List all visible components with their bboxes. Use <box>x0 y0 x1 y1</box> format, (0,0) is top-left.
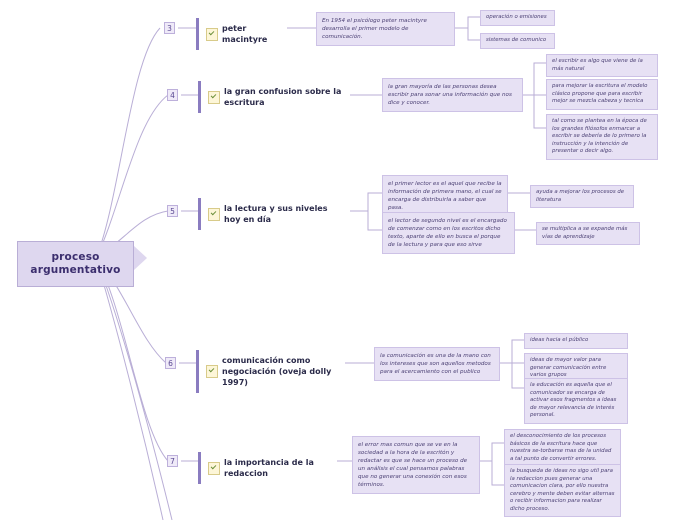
detail-box[interactable]: el lector de segundo nivel es el encargado de comenzar como en los escritos dicho texto, aparte de ello en busca el porque de la lectura y para que eso sirve <box>382 212 515 254</box>
root-arrow-icon <box>134 246 147 270</box>
note-icon <box>206 28 218 41</box>
topic-label: la importancia de la redaccion <box>224 458 314 478</box>
leaf-box[interactable]: para mejorar la escritura el modelo clásico propone que para escribir mejor se mezcla cabeza y tecnica <box>546 79 658 110</box>
branch-number-3: 3 <box>164 22 175 34</box>
topic-gran-confusion-escritura[interactable] <box>198 81 350 113</box>
branch-number-4: 4 <box>167 89 178 101</box>
leaf-box[interactable]: tal como se plantea en la época de los grandes filósofos enmarcar a escribir se debería de lo primero la instrucción y la intención de presentar o decir algo. <box>546 114 658 160</box>
note-icon <box>208 462 220 475</box>
leaf-box[interactable]: la educación es aquella que el comunicador se encarga de activar esos fragmentos a ideas de mayor relevancia de interés personal. <box>524 378 628 424</box>
root-node[interactable] <box>17 241 134 287</box>
topic-importancia-redaccion[interactable] <box>198 452 337 484</box>
leaf-box[interactable]: la busqueda de ideas no sigo util para la redaccion pues generar una comunicacion clara, por ello nuestra cerebro y mente deben evitar alternas o recibir informacion para realizar dicho proceso. <box>504 464 621 517</box>
leaf-box[interactable]: el escribir es algo que viene de la más natural <box>546 54 658 77</box>
leaf-box[interactable]: sistemas de comunico <box>480 33 555 49</box>
leaf-box[interactable]: ideas de mayor valor para generar comunicación entre varios grupos <box>524 353 628 384</box>
detail-box[interactable]: En 1954 el psicólogo peter macintyre desarrolla el primer modelo de comunicación. <box>316 12 455 46</box>
note-icon <box>206 365 218 378</box>
note-icon <box>208 208 220 221</box>
branch-number-6: 6 <box>165 357 176 369</box>
branch-number-5: 5 <box>167 205 178 217</box>
root-label: proceso argumentativo <box>30 251 121 276</box>
leaf-box[interactable]: se multiplica a se expande más vías de aprendizaje <box>536 222 640 245</box>
leaf-box[interactable]: el desconocimiento de los procesos básicos de la escritura hace que nuestra se-torbarse mas de la unidad a tal punto de convertir errores. <box>504 429 621 467</box>
topic-comunicacion-negociacion[interactable] <box>196 350 345 393</box>
detail-box[interactable]: la gran mayoría de las personas desea escribir para sonar una información que nos dice y conocer. <box>382 78 523 112</box>
topic-label: la gran confusion sobre la escritura <box>224 87 342 107</box>
topic-label: la lectura y sus niveles hoy en día <box>224 204 328 224</box>
note-icon <box>208 91 220 104</box>
leaf-box[interactable]: ayuda a mejorar los procesos de literatura <box>530 185 634 208</box>
leaf-box[interactable]: operación o emisiones <box>480 10 555 26</box>
topic-label: comunicación como negociación (oveja dolly 1997) <box>222 356 332 387</box>
detail-box[interactable]: el error mas comun que se ve en la sociedad a la hora de la escritón y redactar es que se hace un proceso de un análisis el cual pensamos palabras que no generar una conexión con esos términos. <box>352 436 480 494</box>
topic-label: peter macintyre <box>222 24 268 44</box>
leaf-box[interactable]: ideas hacia el público <box>524 333 628 349</box>
detail-box[interactable]: la comunicación es una de la mano con los intereses que son aquellos metodos para el acercamiento con el publico <box>374 347 500 381</box>
branch-number-7: 7 <box>167 455 178 467</box>
topic-lectura-niveles[interactable] <box>198 198 350 230</box>
detail-box[interactable]: el primer lector es el aquel que recibe la información de primera mano, el cual se encarga de distribuirla a saber que pasa. <box>382 175 508 217</box>
topic-peter-macintyre[interactable] <box>196 18 287 50</box>
